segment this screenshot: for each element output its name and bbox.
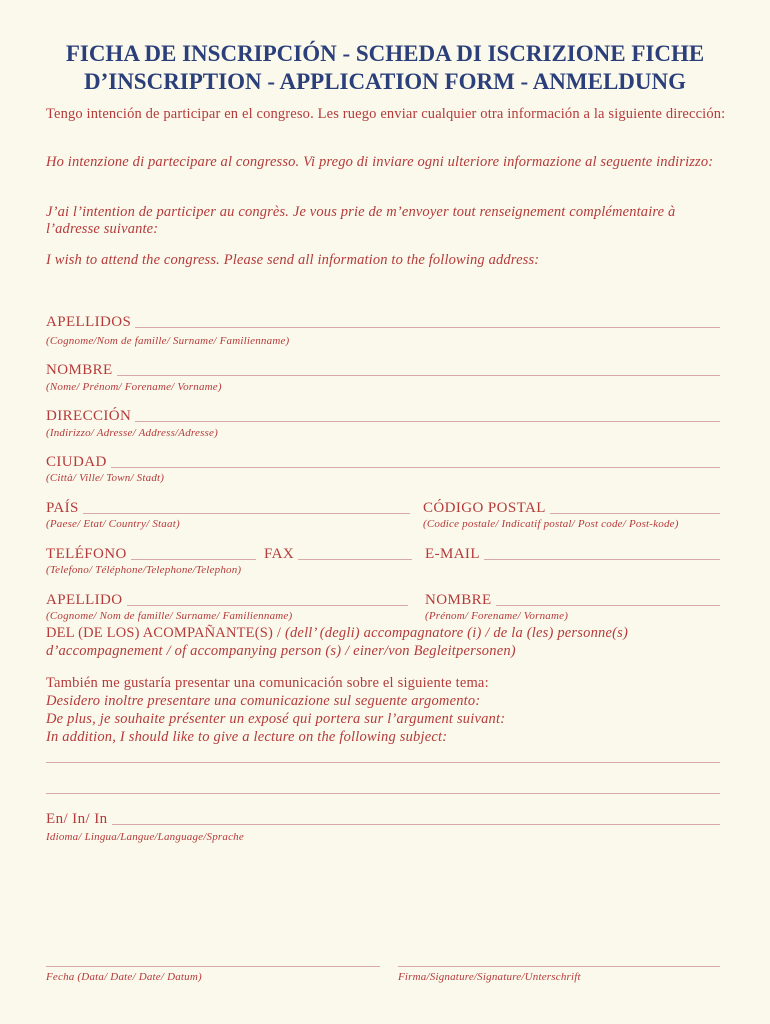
city-field[interactable] (46, 454, 720, 470)
companion-surname-line[interactable] (127, 593, 408, 606)
city-label: CIUDAD (46, 454, 107, 470)
fax-line[interactable] (298, 547, 412, 560)
form-title-line2: D’INSCRIPTION - APPLICATION FORM - ANMELDUNG (83, 69, 687, 94)
country-translations: (Paese/ Etat/ Country/ Staat) (46, 518, 180, 530)
intro-spanish: Tengo intención de participar en el congreso. Les ruego enviar cualquier otra información a la siguiente dirección: (46, 106, 726, 122)
language-line[interactable] (112, 812, 721, 825)
companion-surname-field[interactable] (46, 592, 408, 608)
lecture-intro (46, 674, 736, 746)
phone-line[interactable] (131, 547, 256, 560)
postal-code-translations: (Codice postale/ Indicatif postal/ Post code/ Post-kode) (423, 518, 679, 530)
surname-line[interactable] (135, 315, 720, 328)
companion-surname-label: APELLIDO (46, 592, 123, 608)
surname-label: APELLIDOS (46, 314, 132, 330)
lecture-intro-it: Desidero inoltre presentare una comunicazione sul seguente argomento: (46, 693, 481, 709)
first-name-line[interactable] (117, 363, 720, 376)
email-line[interactable] (484, 547, 720, 560)
companion-heading (46, 624, 736, 660)
companion-first-name-label: NOMBRE (425, 592, 492, 608)
lecture-intro-fr: De plus, je souhaite présenter un exposé qui portera sur l’argument suivant: (46, 711, 506, 727)
address-line[interactable] (135, 409, 720, 422)
postal-code-line[interactable] (550, 501, 720, 514)
companion-heading-es: DEL (DE LOS) ACOMPAÑANTE(S) / (46, 625, 285, 641)
address-translations: (Indirizzo/ Adresse/ Address/Adresse) (46, 427, 218, 439)
fax-label: FAX (264, 546, 295, 562)
language-label: En/ In/ In (46, 811, 108, 827)
lecture-subject-line-1[interactable] (46, 762, 720, 763)
signature-line[interactable] (398, 966, 720, 967)
city-line[interactable] (111, 455, 720, 468)
first-name-label: NOMBRE (46, 362, 113, 378)
surname-translations: (Cognome/Nom de famille/ Surname/ Familienname) (46, 335, 290, 347)
address-label: DIRECCIÓN (46, 408, 132, 424)
email-label: E-MAIL (425, 546, 480, 562)
country-line[interactable] (83, 501, 410, 514)
lecture-subject-line-2[interactable] (46, 793, 720, 794)
lecture-intro-en: In addition, I should like to give a lecture on the following subject: (46, 729, 448, 745)
country-field[interactable] (46, 500, 410, 516)
intro-italian: Ho intenzione di partecipare al congresso. Vi prego di inviare ogni ulteriore informazione al seguente indirizzo: (46, 154, 714, 170)
signature-label: Firma/Signature/Signature/Unterschrift (398, 971, 581, 983)
date-line[interactable] (46, 966, 380, 967)
first-name-field[interactable] (46, 362, 720, 378)
phone-label: TELÉFONO (46, 546, 127, 562)
address-field[interactable] (46, 408, 720, 424)
date-label: Fecha (Data/ Date/ Date/ Datum) (46, 971, 202, 983)
intro-english: I wish to attend the congress. Please send all information to the following address: (46, 252, 540, 268)
phone-field[interactable] (46, 546, 256, 562)
language-field[interactable] (46, 811, 720, 827)
city-translations: (Città/ Ville/ Town/ Stadt) (46, 472, 165, 484)
fax-field[interactable] (264, 546, 412, 562)
phone-translations: (Telefono/ Téléphone/Telephone/Telephon) (46, 564, 242, 576)
postal-code-label: CÓDIGO POSTAL (423, 500, 546, 516)
intro-french: J’ai l’intention de participer au congrès. Je vous prie de m’envoyer tout renseignement complémentaire à l’adresse suivante: (46, 204, 676, 237)
companion-surname-translations: (Cognome/ Nom de famille/ Surname/ Familienname) (46, 610, 293, 622)
companion-first-name-line[interactable] (496, 593, 720, 606)
form-title (30, 40, 740, 96)
companion-heading-translations: (dell’ (degli) accompagnatore (i) / de la (les) personne(s) d’accompagnement / of accompanying person (s) / einer/von Begleitpersonen) (46, 625, 629, 659)
companion-first-name-field[interactable] (425, 592, 720, 608)
first-name-translations: (Nome/ Prénom/ Forename/ Vorname) (46, 381, 222, 393)
email-field[interactable] (425, 546, 720, 562)
form-title-line1: FICHA DE INSCRIPCIÓN - SCHEDA DI ISCRIZIONE FICHE (65, 41, 705, 66)
postal-code-field[interactable] (423, 500, 720, 516)
language-translations: Idioma/ Lingua/Langue/Language/Sprache (46, 831, 244, 843)
surname-field[interactable] (46, 314, 720, 330)
lecture-intro-es: También me gustaría presentar una comunicación sobre el siguiente tema: (46, 675, 489, 691)
country-label: PAÍS (46, 500, 79, 516)
companion-first-name-translations: (Prénom/ Forename/ Vorname) (425, 610, 569, 622)
